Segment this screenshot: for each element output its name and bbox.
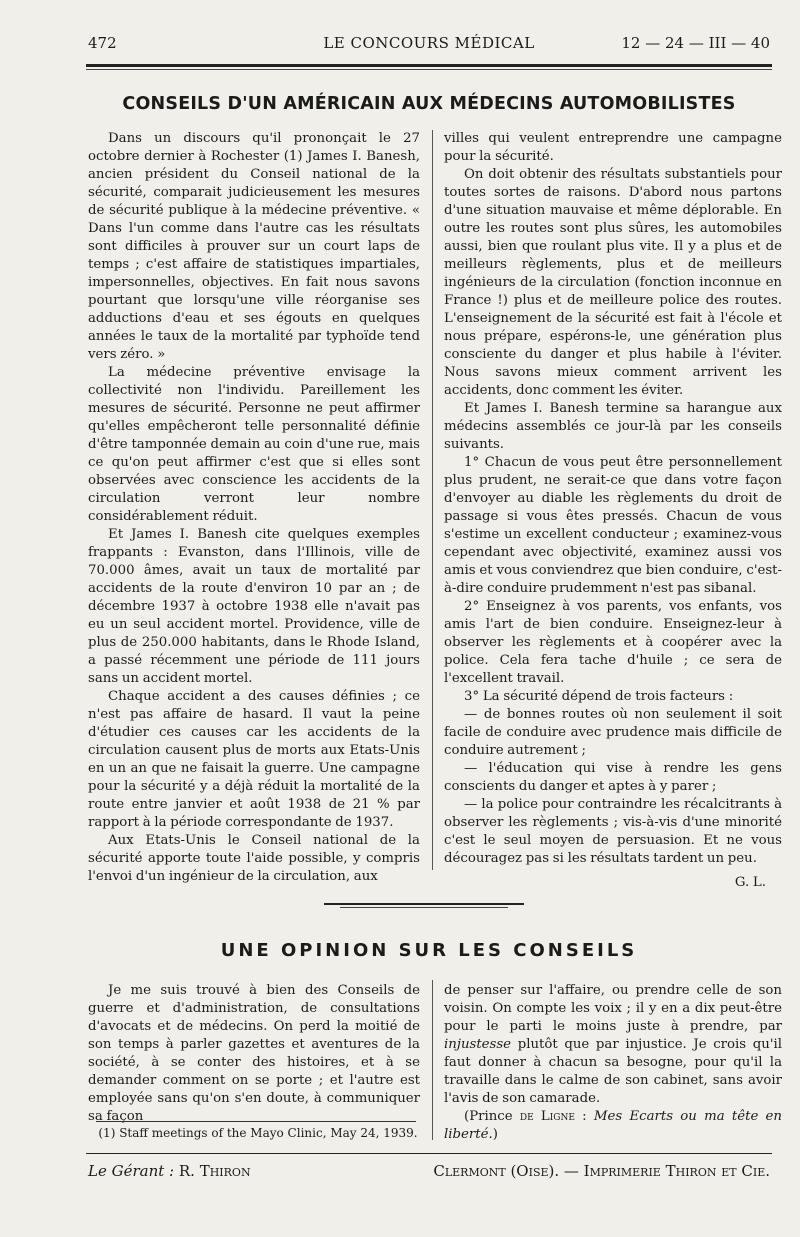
article2-column-right <box>444 982 782 1144</box>
gerant-name: R. Thiron <box>178 1162 251 1180</box>
factor-education: — l'éducation qui vise à rendre les gens conscients du danger et aptes à y parer ; <box>444 761 782 794</box>
header-rule <box>86 64 772 67</box>
article1-paragraph: villes qui veulent entreprendre une campagne pour la sécurité. <box>444 131 782 164</box>
page-number: 472 <box>88 34 117 52</box>
article-separator-thin <box>340 907 508 908</box>
footer-rule <box>86 1153 772 1154</box>
article1-paragraph: Aux Etats-Unis le Conseil national de la sécurité apporte toute l'aide possible, y compris l'envoi d'un ingénieur de la circulation, aux <box>88 833 420 884</box>
article1-signature: G. L. <box>734 875 766 890</box>
advice-3: 3° La sécurité dépend de trois facteurs : <box>464 689 734 704</box>
citation-open: (Prince <box>464 1109 513 1124</box>
article2-title: UNE OPINION SUR LES CONSEILS <box>220 940 638 961</box>
article1-paragraph: On doit obtenir des résultats substantiels pour toutes sortes de raisons. D'abord nous partons d'une situation mauvaise et même déplorable. En outre les routes sont plus sûres, les automobiles aussi, bien que roulant plus vite. Il y a plus et de meilleurs règlements, plus et de meilleurs ingénieurs de la circulation (fonction inconnue en France !) plus et de meilleure police des routes. L'enseignement de la sécurité est fait à l'école et nous prépare, espérons-le, une génération plus consciente du danger et plus habile à l'éviter. Nous savons mieux comment arrivent les accidents, donc comment les éviter. <box>444 167 782 398</box>
advice-1: 1° Chacun de vous peut être personnellement plus prudent, ne serait-ce que dans votre façon d'envoyer au diable les règlements du droit de passage si vous êtes pressés. Chacun de vous s'estime un excellent conducteur ; examinez-vous cependant avec objectivité, examinez aussi vos amis et vous conviendrez que bien conduire, c'est-à-dire conduire prudemment n'est pas sibanal. <box>444 455 782 596</box>
journal-title: LE CONCOURS MÉDICAL <box>323 34 535 52</box>
article-separator <box>324 903 524 905</box>
article2-column-left <box>88 982 420 1126</box>
article1-paragraph: Chaque accident a des causes définies ; ce n'est pas affaire de hasard. Il vaut la peine d'étudier ces causes car les accidents de la circulation causent plus de morts aux Etats-Unis en un an que ne faisait la guerre. Une campagne pour la sécurité y a déjà réduit la mortalité de la route entre janvier et août 1938 de 21 % par rapport à la période correspondante de 1937. <box>88 689 420 830</box>
article1-paragraph: La médecine préventive envisage la collectivité non l'individu. Pareillement les mesures de sécurité. Personne ne peut affirmer qu'elles empêcheront telle personnalité définie d'être tamponnée demain au coin d'une rue, mais ce qu'on peut affirmer c'est que si elles sont observées avec conscience les accidents de la circulation verront leur nombre considérablement réduit. <box>88 365 420 524</box>
article1-column-left <box>88 130 420 886</box>
factor-roads: — de bonnes routes où non seulement il soit facile de conduire avec prudence mais difficile de conduire autrement ; <box>444 707 782 758</box>
citation-separator: : <box>582 1109 587 1124</box>
article1-paragraph: Et James I. Banesh cite quelques exemples frappants : Evanston, dans l'Illinois, ville de 70.000 âmes, avait un taux de mortalité par accidents de la route d'environ 10 par an ; de décembre 1937 à octobre 1938 elle n'avait pas eu un seul accident mortel. Providence, ville de plus de 250.000 habitants, dans le Rhode Island, a passé récemment une période de 111 jours sans un accident mortel. <box>88 527 420 686</box>
page-footer <box>88 1162 770 1184</box>
article1-paragraph: Dans un discours qu'il prononçait le 27 octobre dernier à Rochester (1) James I. Banesh, ancien président du Conseil national de la sécurité, comparait judicieusement les mesures de sécurité publique à la médecine préventive. « Dans l'un comme dans l'autre cas les résultats sont difficiles à prouver sur un court laps de temps ; c'est affaire de statistiques impartiales, impersonnelles, objectives. En fait nous savons pourtant que lorsqu'une ville réorganise ses adductions d'eau et ses égouts en quelques années le taux de la mortalité par typhoïde tend vers zéro. » <box>88 131 420 362</box>
article2-text: de penser sur l'affaire, ou prendre celle de son voisin. On compte les voix ; il y en a dix peut-être pour le parti le moins juste à prendre, par <box>444 983 782 1034</box>
citation-close: ) <box>492 1127 498 1142</box>
gerant <box>88 1162 251 1180</box>
factor-police: — la police pour contraindre les récalcitrants à observer les règlements ; vis-à-vis d'une minorité c'est le seul moyen de persuasion. Et ne vous découragez pas si les résultats tardent un peu. <box>444 797 782 866</box>
issue-date: 12 — 24 — III — 40 <box>621 34 770 52</box>
footnote: (1) Staff meetings of the Mayo Clinic, May 24, 1939. <box>98 1126 418 1140</box>
article1-title: CONSEILS D'UN AMÉRICAIN AUX MÉDECINS AUTOMOBILISTES <box>122 94 736 114</box>
running-header <box>88 34 770 60</box>
article1-paragraph: Et James I. Banesh termine sa harangue aux médecins assemblés ce jour-là par les conseils suivants. <box>444 401 782 452</box>
article2-citation <box>444 1108 782 1144</box>
article2-paragraph: Je me suis trouvé à bien des Conseils de guerre et d'administration, de consultations d'avocats et de médecins. On perd la moitié de son temps à parler gazettes et aventures de la société, à se conter des histoires, et à se demander comment on se porte ; et l'autre est employée sans qu'on s'en doute, à communiquer sa façon <box>88 983 420 1124</box>
citation-author: de Ligne <box>519 1109 575 1124</box>
article2-paragraph <box>444 982 782 1108</box>
footnote-rule <box>96 1121 416 1122</box>
advice-2: 2° Enseignez à vos parents, vos enfants, vos amis l'art de bien conduire. Enseignez-leur à observer les règlements et à coopérer avec la police. Cela fera tache d'huile ; ce sera de l'excellent travail. <box>444 599 782 686</box>
citation-work: Mes Ecarts ou ma tête en liberté. <box>444 1109 782 1142</box>
column-divider <box>432 130 433 870</box>
imprint: Clermont (Oise). — Imprimerie Thiron et Cie. <box>433 1162 770 1180</box>
article2-emphasis: injustesse <box>444 1037 512 1052</box>
gerant-label: Le Gérant : <box>88 1162 175 1180</box>
article2-text: plutôt que par injustice. Je crois qu'il faut donner à chacun sa besogne, pour qu'il la travaille dans le calme de son cabinet, sans avoir l'avis de son camarade. <box>444 1037 782 1106</box>
header-rule-thin <box>86 69 772 70</box>
column-divider <box>432 980 433 1140</box>
article1-column-right <box>444 130 782 892</box>
